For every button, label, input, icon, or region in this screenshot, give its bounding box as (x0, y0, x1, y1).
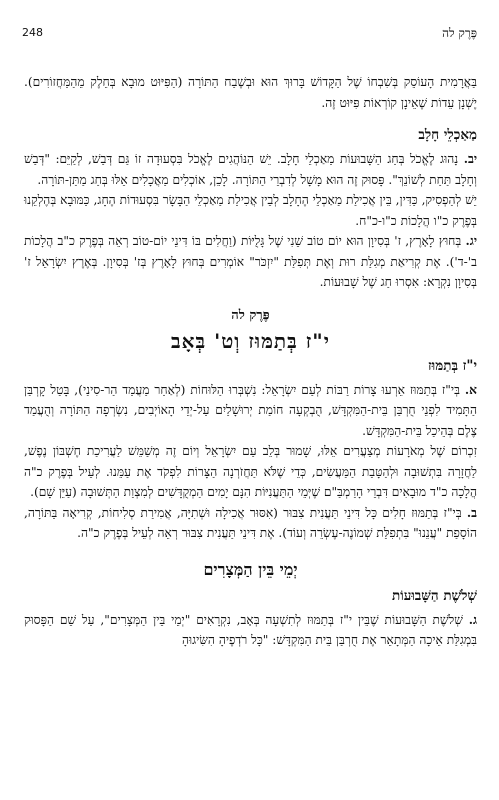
chapter-heading (24, 307, 477, 354)
section-heading-straits: יְמֵי בֵּין הַמְּצָרִים (203, 559, 298, 579)
dairy-note: יֵשׁ לְהַפְסִיק, כַּדִּין, בֵּין אֲכִילַת מַאַכְלֵי הֶחָלָב לְבֵין אֲכִילַת מַאַכְלֵי הַבָּשָׂר בִּסְעוּדוֹת הֶחָג, כַּמּוּבָא בְּהֶלְקֵנוּ בְּפֶרֶק כ"ו הֲלָכוֹת כ"ו-כ"ח. (24, 193, 477, 228)
page-number: 248 (22, 26, 43, 39)
intro-paragraph: בַּאֲרָמִית הָעוֹסֵק בְּשִׁבְחוֹ שֶׁל הַקָּדוֹשׁ בָּרוּךְ הוּא וּבְשֶׁבַח הַתּוֹרָה (הַפִּיּוּט מוּבָא בְּחֵלֶק מֵהַמַּחֲזוֹרִים). יֶשְׁנָן עֵדוֹת שֶׁאֵינָן קוֹרְאוֹת פִּיּוּט זֶה. (24, 75, 477, 110)
paragraph-label: יב. (463, 152, 478, 166)
paragraph-c (24, 610, 477, 651)
paragraph-label: א. (464, 382, 477, 397)
paragraph-label: יג. (465, 234, 478, 248)
tammuz-note: זִכְרוֹם שֶׁל מְאֹרָעוֹת מְצַעֲרִים אֵלּוּ, שָׁמוּר בְּלֵב עַם יִשְׂרָאֵל וְיוֹם זֶה מְשַׁמֵּשׁ לַעֲרִיכַת חֶשְׁבּוֹן נֶפֶשׁ, לַחֲזָרָה בִּתְשׁוּבָה וּלְהַטָּבַת הַמַּעֲשִׂים, כְּדֵי שֶׁלֹּא תַּחֲזֹרְנָה הַצָּרוֹת לִפְקֹד אֶת עַמֵּנוּ. לְעֵיל בְּפֶרֶק כ"ה הֲלָכָה כ"ד מוּבָאִים דִּבְרֵי הָרַמְבַּ"ם שֶׁיְּמֵי הַתַּעֲנִיּוֹת הִנָּם יָמִים הַמְקֻדָּשִׁים לְמִצְוַת הַתְּשׁוּבָה (עַיֵּן שָׁם). (24, 444, 477, 499)
chapter-number: פֶּרֶק לה (231, 307, 270, 323)
paragraph-a (24, 380, 477, 442)
header-chapter: פֶּרֶק לה (442, 26, 477, 40)
paragraph-13 (24, 231, 477, 293)
section-heading-tammuz: י"ז בְּתַמּוּז (428, 357, 477, 374)
paragraph-b (24, 503, 477, 544)
subheading-three-weeks: שְׁלֹשֶׁת הַשָּׁבוּעוֹת (392, 587, 477, 604)
paragraph-12 (24, 149, 477, 190)
paragraph-text: שְׁלֹשֶׁת הַשָּׁבוּעוֹת שֶׁבֵּין י"ז בְּתַמּוּז לְתִשְׁעָה בְּאָב, נִקְרָאִים "יְמֵי בֵּין הַמְּצָרִים", עַל שֵׁם הַפָּסוּק בִּמְגִלַּת אֵיכָה הַמְּתָאֵר אֶת חֻרְבַּן בֵּית הַמִּקְדָּשׁ: "כָּל רֹדְפֶיהָ הִשִּׂיגוּהָ (24, 612, 477, 647)
chapter-title: י"ז בְּתַמּוּז וְט' בְּאָב (171, 328, 330, 353)
paragraph-label: ג. (468, 612, 477, 627)
running-header (22, 26, 477, 44)
paragraph-text: בְּי"ז בְּתַמּוּז אֵרְעוּ צָרוֹת רַבּוֹת לְעַם יִשְׂרָאֵל: נִשְׁבְּרוּ הַלּוּחוֹת (לְאַחַר מַעֲמַד הַר-סִינַי), בָּטַל קָרְבַּן הַתָּמִיד לִפְנֵי חֻרְבַּן בֵּית-הַמִּקְדָּשׁ, הֻבְקְעָה חוֹמַת יְרוּשָׁלַיִם עַל-יְדֵי הָאוֹיְבִים, נִשְׂרְפָה הַתּוֹרָה וְהֻעֲמַד צֶלֶם בְּהֵיכַל בֵּית-הַמִּקְדָּשׁ. (24, 382, 477, 438)
paragraph-text: נָהוּג לֶאֱכֹל בְּחַג הַשָּׁבוּעוֹת מַאַכְלֵי חָלָב. יֵשׁ הַנּוֹהֲגִים לֶאֱכֹל בִּסְעוּדָה זוֹ גַּם דְּבַשׁ, לְקַיֵּם: "דְּבַשׁ וְחָלָב תַּחַת לְשׁוֹנֵךְ". פָּסוּק זֶה הוּא מָשָׁל לְדִבְרֵי הַתּוֹרָה. לָכֵן, אוֹכְלִים מַאֲכָלִים אֵלּוּ בְּחַג מַתַּן-תּוֹרָה. (24, 152, 477, 187)
section-heading-dairy: מַאַכְלֵי חָלָב (418, 127, 477, 143)
page-body (24, 72, 477, 651)
paragraph-label: ב. (466, 505, 477, 520)
paragraph-text: בְּחוּץ לָאָרֶץ, ז' בְּסִיוָן הוּא יוֹם טוֹב שֵׁנִי שֶׁל גָּלֻיּוֹת (וַחֲלִים בּוֹ דִּינֵי יוֹם-טוֹב רְאֵה בְּפֶרֶק כ"ב הֲלָכוֹת ב'-ד'). אֶת קְרִיאַת מְגִלַּת רוּת וְאֶת תְּפִלַּת "יִזְכֹּר" אוֹמְרִים בְּחוּץ לָאָרֶץ בְּז' בְּסִיוָן. בְּאֶרֶץ יִשְׂרָאֵל ז' בְּסִיוָן נִקְרָא: אִסְרוּ חַג שֶׁל שָׁבוּעוֹת. (24, 234, 477, 289)
paragraph-text: בְּי"ז בְּתַמּוּז חָלִים כָּל דִּינֵי תַּעֲנִית צִבּוּר (אִסּוּר אֲכִילָה וּשְׁתִיָּה, אֲמִירַת סְלִיחוֹת, קְרִיאָה בַּתּוֹרָה, הוֹסָפַת "עֲנֵנוּ" בִּתְפִלַּת שְׁמוֹנֶה-עֶשְׂרֵה וְעוֹד). אֶת דִּינֵי תַּעֲנִית צִבּוּר רְאֵה לְעֵיל בְּפֶרֶק כ"ה. (24, 505, 477, 540)
